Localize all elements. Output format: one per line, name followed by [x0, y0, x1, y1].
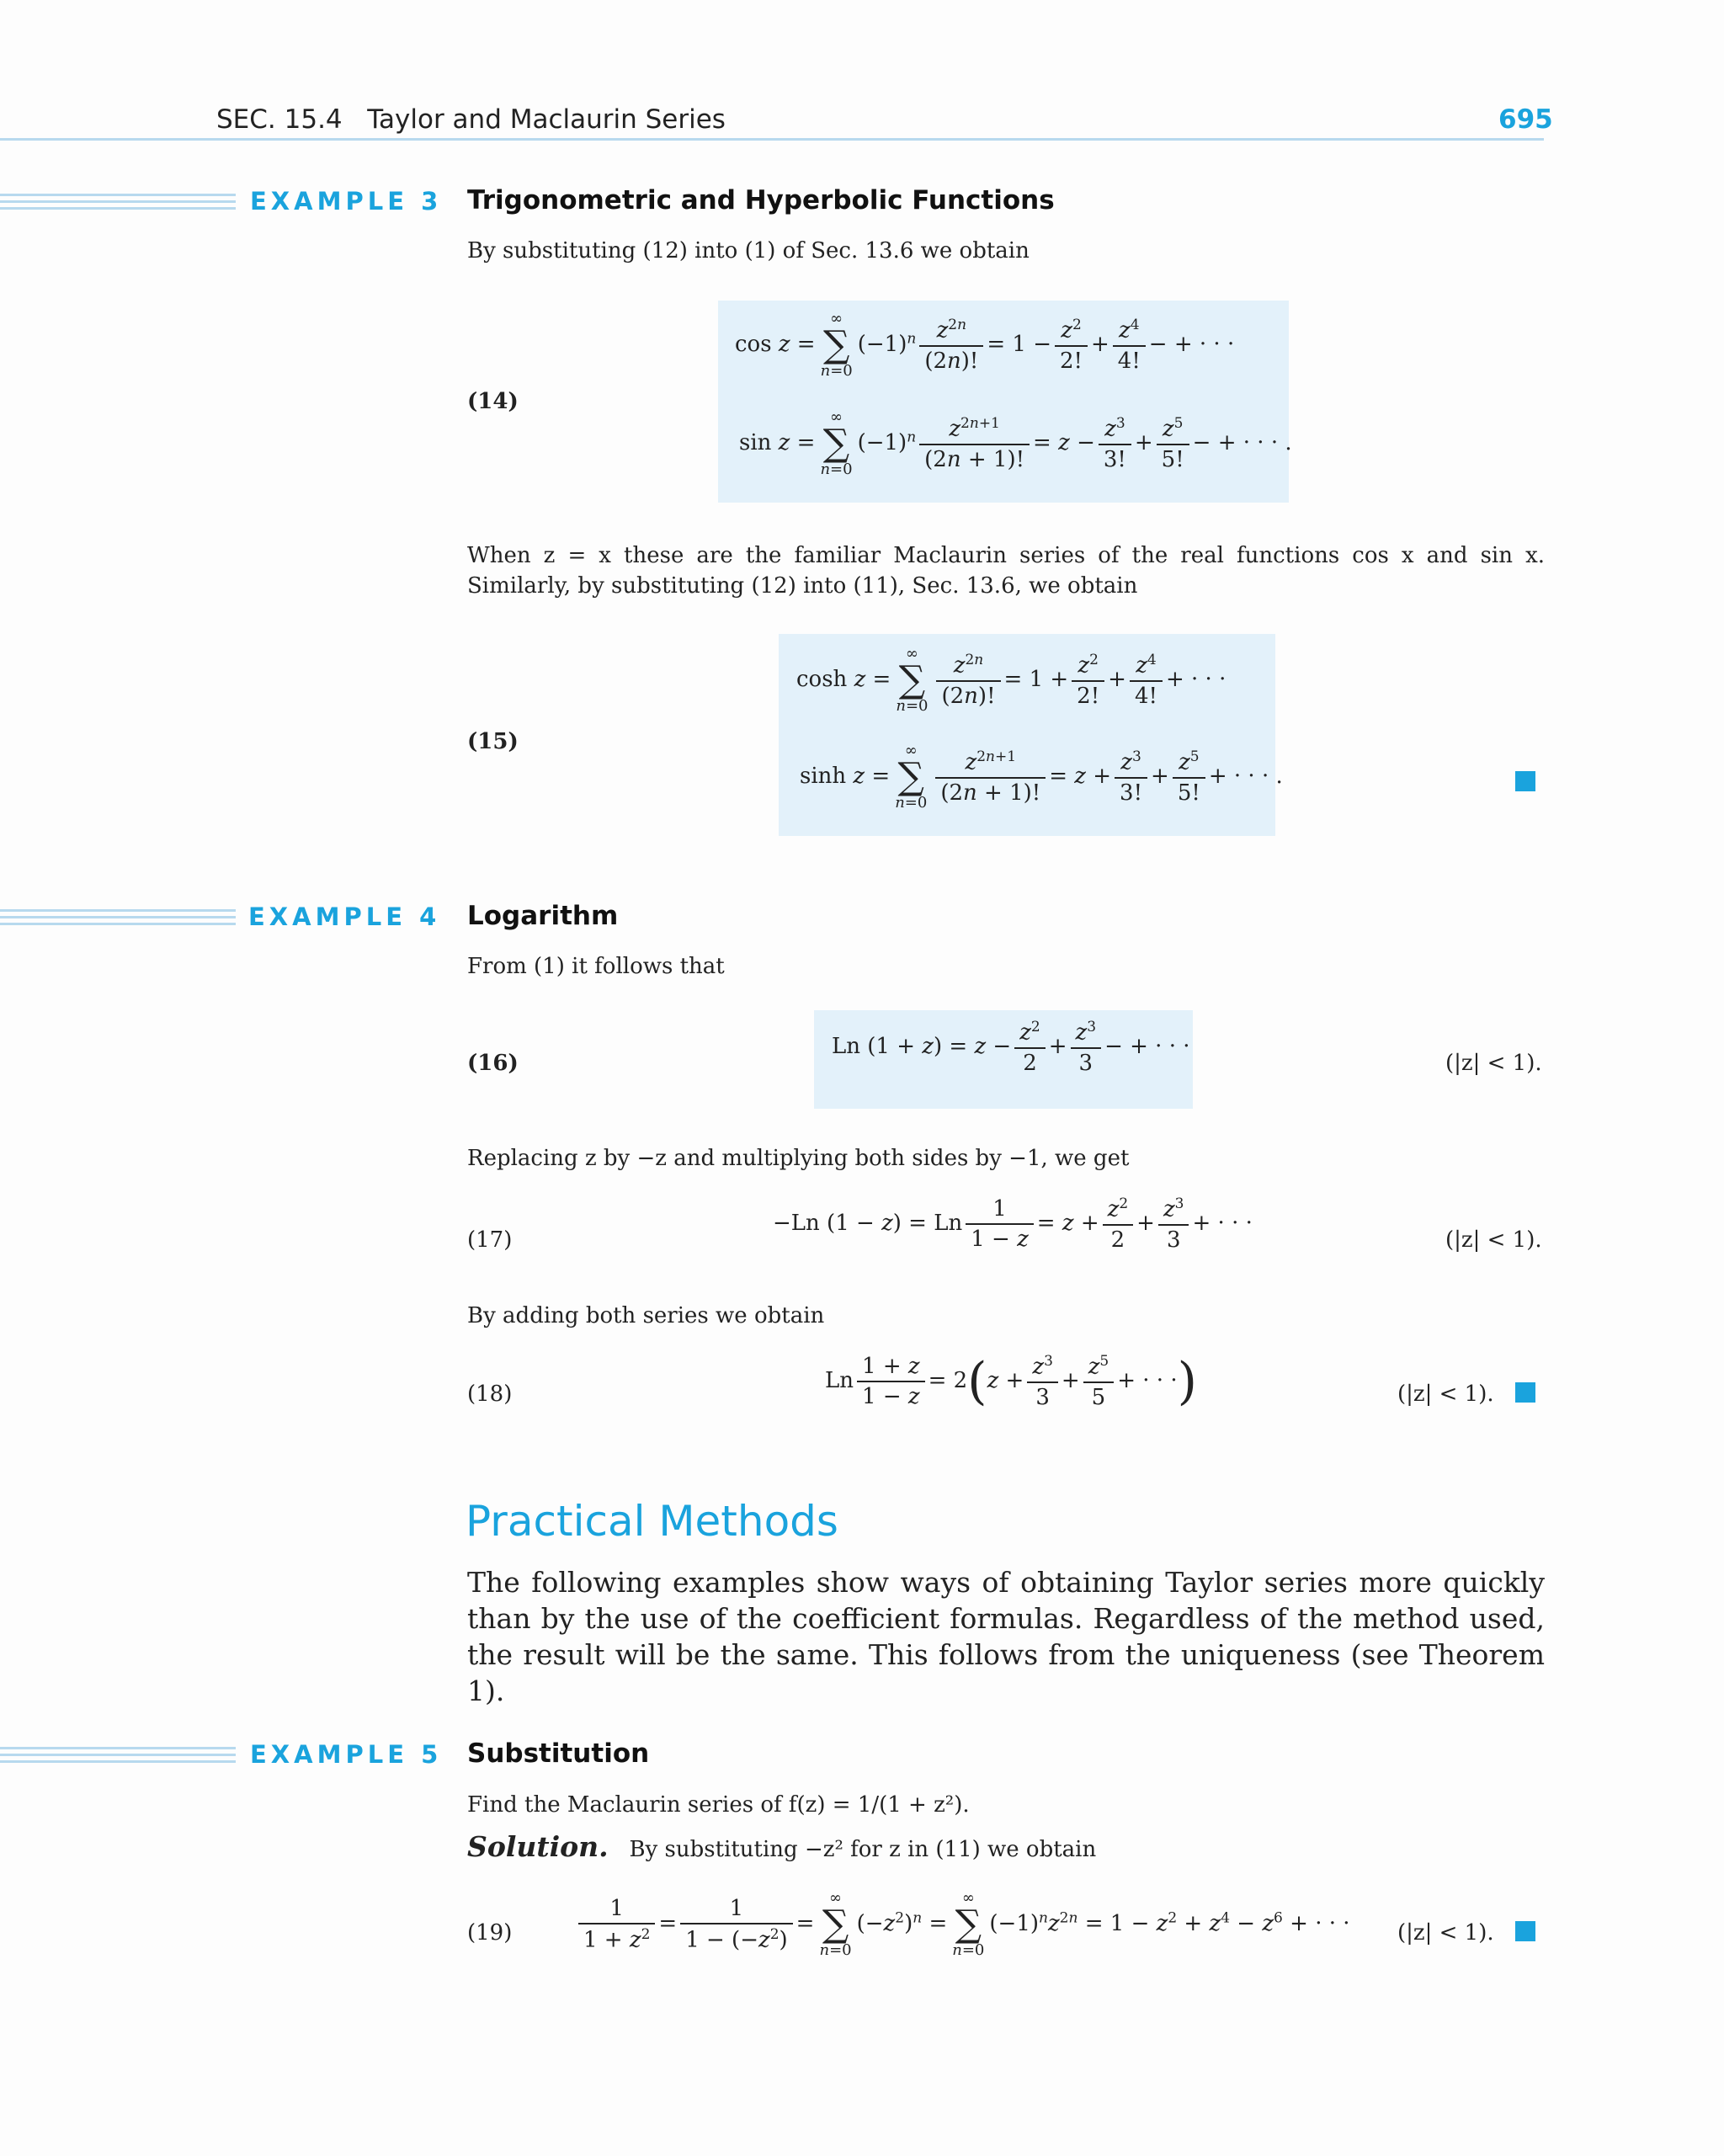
running-header: [216, 104, 726, 135]
equation-number: (16): [467, 1051, 519, 1076]
example-bar: [0, 916, 236, 918]
example-bar: [0, 1760, 236, 1763]
example-label: EXAMPLE 3: [250, 187, 443, 216]
solution-text: By substituting −z² for z in (11) we obtain: [629, 1837, 1097, 1862]
example-paragraph: When z = x these are the familiar Maclaurin series of the real functions cos x and sin x. Similarly, by substituting (12) into (11), Sec. 13.6, we obtain: [467, 543, 1545, 599]
solution-line: [467, 1832, 1096, 1865]
equation-ln-ratio-series: Ln $\frac{1 + z}{1 - z}$ = 2(z + $\frac{z^3}{3}$ + $\frac{z^5}{5}$ + · · ·): [825, 1352, 1198, 1411]
example-intro: From (1) it follows that: [467, 954, 725, 979]
problem-statement: Find the Maclaurin series of f(z) = 1/(1 + z²).: [467, 1792, 970, 1818]
example-bar: [0, 194, 236, 196]
example-label: EXAMPLE 4: [248, 902, 441, 931]
example-bar: [0, 1747, 236, 1749]
example-bar: [0, 909, 236, 912]
equation-neg-ln-series: −Ln (1 − z) = Ln $\frac{1}{1 - z}$ = z + $\frac{z^2}{2}$ + $\frac{z^3}{3}$ + · · ·: [773, 1195, 1253, 1253]
example-title: Substitution: [467, 1738, 650, 1769]
section-heading: Practical Methods: [466, 1497, 838, 1546]
end-of-example-marker: [1515, 771, 1535, 791]
example-paragraph: Replacing z by −z and multiplying both sides by −1, we get: [467, 1146, 1130, 1171]
example-bar: [0, 207, 236, 210]
equation-number: (15): [467, 729, 519, 754]
example-intro: By substituting (12) into (1) of Sec. 13.6 we obtain: [467, 238, 1030, 264]
example-bar: [0, 1754, 236, 1756]
equation-sinh-series: sinh z = ∞ ∑ n=0 $\frac{z^{2n+1}}{(2n + 1)!}$ = z + $\frac{z^3}{3!}$ + $\frac{z^5}{5!}$ + · · · .: [800, 742, 1283, 812]
equation-number: (18): [467, 1381, 513, 1407]
end-of-example-marker: [1515, 1921, 1535, 1941]
equation-substitution-series: $\frac{1}{1 + z^2}$ = $\frac{1}{1 - (-z^2)}$ = ∞ ∑ n=0 $(-z^2)^n$ = ∞ ∑ n=0 $(-1)^nz^{2n} = 1 - z^2 + z^4 - z^6$ + · · ·: [575, 1891, 1350, 1958]
convergence-condition: (|z| < 1).: [1397, 1381, 1494, 1407]
example-label: EXAMPLE 5: [250, 1740, 443, 1769]
equation-sin-series: sin z = ∞ ∑ n=0 $(-1)^n$ $\frac{z^{2n+1}}{(2n + 1)!}$ = z − $\frac{z^3}{3!}$ + $\frac{z^5}{5!}$ − + · · · .: [739, 408, 1292, 478]
example-bar: [0, 923, 236, 925]
convergence-condition: (|z| < 1).: [1445, 1227, 1542, 1253]
equation-cosh-series: cosh z = ∞ ∑ n=0 $\frac{z^{2n}}{(2n)!}$ = 1 + $\frac{z^2}{2!}$ + $\frac{z^4}{4!}$ + · · ·: [796, 645, 1226, 715]
equation-cos-series: cos z = ∞ ∑ n=0 $(-1)^n$ $\frac{z^{2n}}{(2n)!}$ = 1 − $\frac{z^2}{2!}$ + $\frac{z^4}{4!}$ − + · · ·: [735, 310, 1235, 380]
page-number: 695: [1498, 104, 1553, 135]
convergence-condition: (|z| < 1).: [1445, 1051, 1542, 1076]
example-paragraph: By adding both series we obtain: [467, 1303, 825, 1328]
solution-label: Solution.: [467, 1830, 609, 1863]
equation-number: (17): [467, 1227, 513, 1253]
example-bar: [0, 200, 236, 203]
equation-number: (14): [467, 389, 519, 414]
section-paragraph: The following examples show ways of obtaining Taylor series more quickly than by the use of the coefficient formulas. Regardless of the method used, the result will be the same. This follows from the uniqueness (see Theorem 1).: [467, 1566, 1545, 1707]
example-title: Trigonometric and Hyperbolic Functions: [467, 185, 1055, 216]
equation-number: (19): [467, 1920, 513, 1946]
end-of-example-marker: [1515, 1382, 1535, 1403]
equation-ln-series: Ln (1 + z) = z − $\frac{z^2}{2}$ + $\frac{z^3}{3}$ − + · · ·: [832, 1019, 1190, 1076]
section-number: SEC. 15.4: [216, 104, 343, 135]
header-rule: [0, 138, 1544, 141]
example-title: Logarithm: [467, 901, 619, 931]
convergence-condition: (|z| < 1).: [1397, 1920, 1494, 1946]
chapter-title: Taylor and Maclaurin Series: [367, 104, 726, 135]
